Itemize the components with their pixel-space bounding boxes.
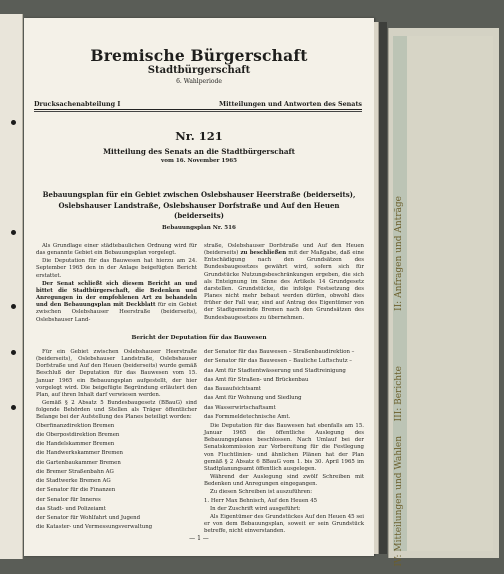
document-date: vom 16. November 1965: [160, 158, 238, 164]
plan-title: Bebauungsplan für ein Gebiet zwischen Oslebshauser Heerstraße (beiderseits), Oslebshauser Landstraße, Oslebshauser Dorfstraße und Auf den Heuen (beiderseits): [42, 190, 356, 221]
tab-strip: [393, 36, 493, 567]
chamber-subtitle: Stadtbürgerschaft: [147, 65, 251, 76]
list-item: das Amt für Stadtentwässerung und Stadtreinigung: [204, 367, 346, 374]
list-item: das Wasserwirtschaftsamt: [204, 404, 276, 411]
tab-label-mitteilungen: IV: Mitteilungen und Wahlen: [394, 436, 404, 567]
adjacent-page-edge: [0, 14, 23, 559]
paragraph: [36, 281, 197, 324]
election-period: 6. Wahlperiode: [176, 78, 222, 85]
list-item: der Senator für die Finanzen: [36, 487, 116, 494]
paragraph: In der Zuschrift wird ausgeführt:: [210, 505, 301, 512]
punch-hole: [11, 350, 16, 355]
header-rule-thin: [34, 111, 362, 112]
paragraph-text: straße, Oslebshauser Dorfstraße und Auf den Heuen (beiderseits): [204, 243, 364, 257]
paragraph: Die Deputation für das Bauwesen hat hierzu am 24. September 1965 den in der Anlage beigefügten Bericht erstattet.: [36, 258, 197, 279]
punch-hole: [11, 120, 16, 125]
tab-label-berichte: III: Berichte: [394, 366, 404, 422]
document-number: Nr. 121: [175, 129, 223, 143]
paragraph: Zu diesen Schreiben ist auszuführen:: [210, 489, 313, 496]
binder-divider: [379, 22, 387, 554]
list-item: die Stadtwerke Bremen AG: [36, 478, 111, 485]
paragraph: Als Eigentümer des Grundstückes Auf den Heuen 45 sei er von dem Bebauungsplan, soweit er sein Grundstück betreffe, nicht einverstanden.: [204, 513, 364, 535]
document-heading: Mitteilung des Senats an die Stadtbürgerschaft: [103, 147, 295, 156]
document-page: [24, 18, 374, 556]
list-item: das Amt für Straßen- und Brückenbau: [204, 376, 309, 383]
objection-heading: 1. Herr Max Behnisch, Auf den Heuen 45: [204, 497, 318, 504]
list-item: das Bauaufsichtsamt: [204, 386, 261, 392]
list-item: der Senator für Inneres: [36, 496, 101, 503]
list-item: das Amt für Wohnung und Siedlung: [204, 395, 302, 402]
paragraph: Gemäß § 2 Absatz 5 Bundesbaugesetz (BBauG) sind folgende Behörden und Stellen als Träger öffentlicher Belange bei der Aufstellung des Planes beteiligt worden:: [36, 400, 197, 421]
report-column-right: [204, 349, 364, 536]
list-item: die Handwerkskammer Bremen: [36, 450, 124, 457]
list-item: der Senator für das Bauwesen – Straßenbaudirektion –: [204, 349, 355, 355]
section-heading: Bericht der Deputation für das Bauwesen: [131, 335, 267, 341]
resolve-bold: zu beschließen: [240, 250, 287, 257]
series-label: Mitteilungen und Antworten des Senats: [219, 100, 362, 108]
department-label: Drucksachenabteilung I: [34, 100, 121, 108]
paragraph-text: mit der Maßgabe, daß eine Entschädigung nach den Grundsätzen des Bundesbaugesetzes gewährt wird, sofern sich für Grundstücke Nutzungsbeschränkungen ergeben, die sich als Enteignung im Sinne des Artikels 14 Grundgesetz darstellen. Grundstücke, die infolge Festsetzung des Planes nicht mehr bebaut werden dürfen, obwohl dies früher der Fall war, sind auf Antrag des Eigentümer von der Stadtgemeinde Bremen nach den Grundsätzen des Bundesbaugesetzes zu übernehmen.: [204, 250, 364, 321]
list-item: die Oberpostdirektion Bremen: [36, 431, 120, 438]
header-rule: [34, 109, 362, 110]
report-column-left: [36, 349, 197, 534]
paragraph-text: für ein Gebiet zwischen Oslebshauser Heerstraße (beiderseits), Oslebshauser Land-: [36, 302, 198, 323]
page-number: — 1 —: [189, 535, 209, 542]
paragraph: [204, 243, 364, 322]
list-item: Oberfinanzdirektion Bremen: [36, 422, 115, 429]
intro-column-left: [36, 243, 197, 325]
list-item: das Stadt- und Polizeiamt: [36, 505, 106, 512]
paragraph: Als Grundlage einer städtebaulichen Ordnung wird für das genannte Gebiet ein Bebauungsplan vorgelegt.: [36, 243, 197, 257]
punch-hole: [11, 405, 16, 410]
paragraph: Die Deputation für das Bauwesen hat ebenfalls am 15. Januar 1965 die öffentliche Auslegung des Bebauungsplanes beschlossen. Nach Umlauf bei der Senatskommission zur Vorbereitung für die Festlegung von Fluchtlinien- und ähnlichen Plänen hat der Plan gemäß § 2 Absatz 6 BBauG vom 1. bis 30. April 1965 im Stadtplanungsamt öffentlich ausgelegen.: [204, 423, 364, 472]
parliament-title: Bremische Bürgerschaft: [90, 46, 308, 65]
list-item: die Bremer Straßenbahn AG: [36, 468, 114, 475]
plan-number: Bebauungsplan Nr. 516: [162, 225, 236, 231]
list-item: die Kataster- und Vermessungsverwaltung: [36, 524, 153, 531]
list-item: die Handelskammer Bremen: [36, 441, 115, 448]
paragraph: Während der Auslegung sind zwölf Schreiben mit Bedenken und Anregungen eingegangen.: [204, 474, 364, 488]
senate-request-bold: Der Senat schließt sich diesem Bericht an und bittet die Stadtbürgerschaft, die Bedenken und Anregungen in der empfohlenen Art zu behandeln und den Bebauungsplan mit Deckblatt: [36, 280, 197, 309]
list-item: der Senator für das Bauwesen – Bauliche Luftschutz –: [204, 358, 352, 365]
list-item: das Formmeldetechnische Amt.: [204, 413, 291, 420]
punch-hole: [11, 304, 16, 309]
paragraph: Für ein Gebiet zwischen Oslebshauser Heerstraße (beiderseits), Oslebshauser Landstraße, Oslebshauser Dorfstraße und Auf den Heuen (beiderseits) wurde gemäß Beschluß der Deputation für das Bauwesen vom 15. Januar 1965 ein Bebauungsplan aufgestellt, der hier vorgelegt wird. Die beigefügte Begründung erläutert den Plan, auf ihren Inhalt darf verwiesen werden.: [36, 349, 197, 398]
binder-tab-panel: [388, 28, 499, 567]
tab-label-anfragen: II: Anfragen und Anträge: [394, 196, 404, 311]
list-item: der Senator für Wohlfahrt und Jugend: [36, 515, 141, 522]
list-item: die Gartenbaukammer Bremen: [36, 459, 121, 466]
punch-hole: [11, 230, 16, 235]
intro-column-right: [204, 243, 364, 323]
